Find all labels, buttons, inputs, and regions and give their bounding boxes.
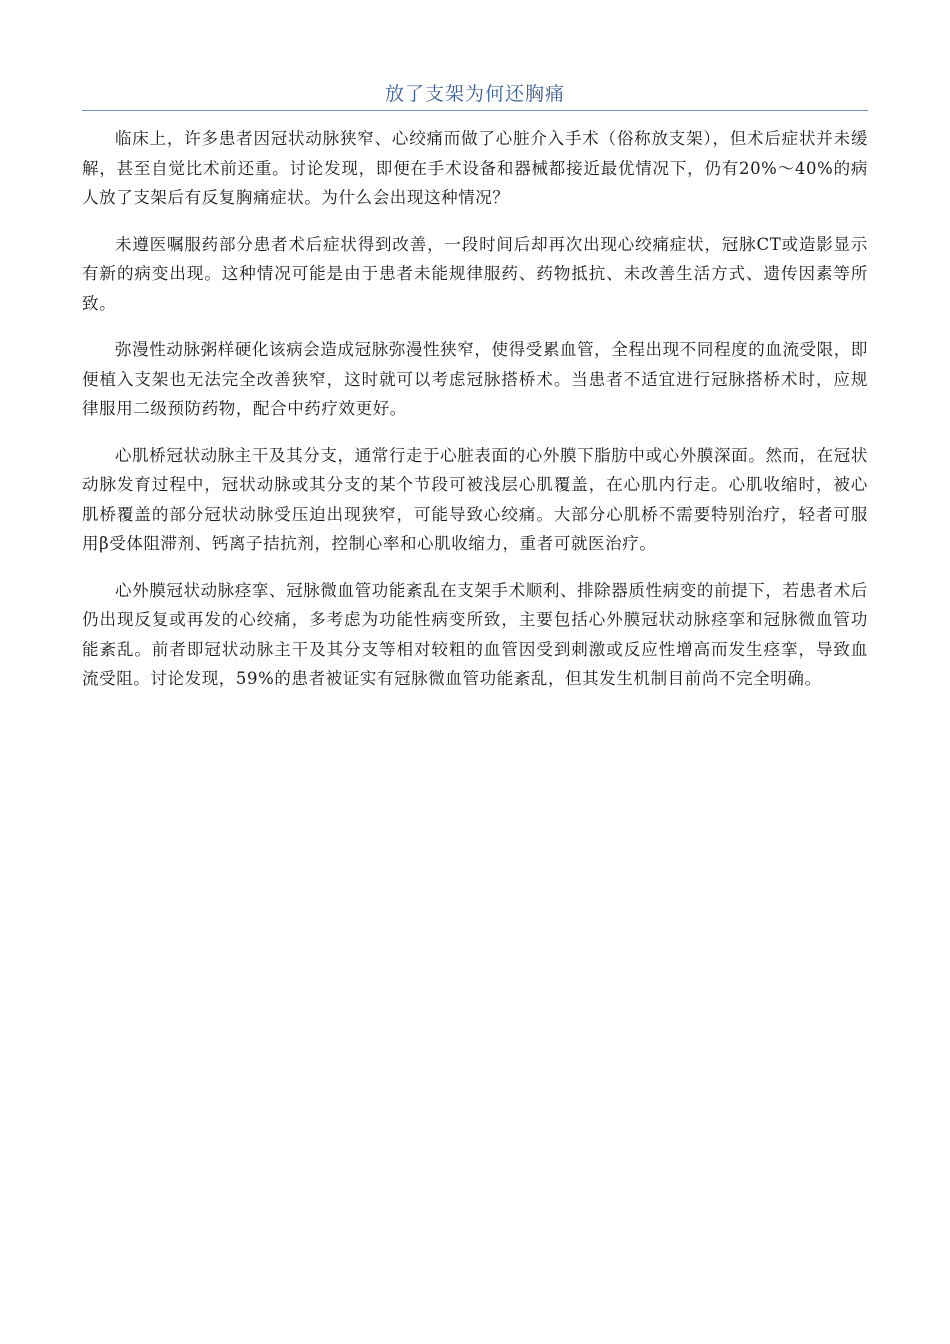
paragraph: 临床上，许多患者因冠状动脉狭窄、心绞痛而做了心脏介入手术（俗称放支架），但术后症状并未缓解，甚至自觉比术前还重。讨论发现，即便在手术设备和器械都接近最优情况下，仍有20%～40%的病人放了支架后有反复胸痛症状。为什么会出现这种情况？ (82, 129, 868, 207)
paragraph: 未遵医嘱服药部分患者术后症状得到改善，一段时间后却再次出现心绞痛症状，冠脉CT或造影显示有新的病变出现。这种情况可能是由于患者未能规律服药、药物抵抗、未改善生活方式、遗传因素等所致。 (82, 234, 868, 313)
paragraph: 心肌桥冠状动脉主干及其分支，通常行走于心脏表面的心外膜下脂肪中或心外膜深面。然而，在冠状动脉发育过程中，冠状动脉或其分支的某个节段可被浅层心肌覆盖，在心肌内行走。心肌收缩时，被心肌桥覆盖的部分冠状动脉受压迫出现狭窄，可能导致心绞痛。大部分心肌桥不需要特别治疗，轻者可服用β受体阻滞剂、钙离子拮抗剂，控制心率和心肌收缩力，重者可就医治疗。 (82, 445, 868, 553)
paragraph: 心外膜冠状动脉痉挛、冠脉微血管功能紊乱在支架手术顺利、排除器质性病变的前提下，若患者术后仍出现反复或再发的心绞痛，多考虑为功能性病变所致，主要包括心外膜冠状动脉痉挛和冠脉微血管功能紊乱。前者即冠状动脉主干及其分支等相对较粗的血管因受到刺激或反应性增高而发生痉挛，导致血流受阻。讨论发现，59%的患者被证实有冠脉微血管功能紊乱，但其发生机制目前尚不完全明确。 (82, 580, 868, 688)
document-title: 放了支架为何还胸痛 (384, 83, 565, 105)
paragraph: 弥漫性动脉粥样硬化该病会造成冠脉弥漫性狭窄，使得受累血管，全程出现不同程度的血流受限，即便植入支架也无法完全改善狭窄，这时就可以考虑冠脉搭桥术。当患者不适宜进行冠脉搭桥术时，应规律服用二级预防药物，配合中药疗效更好。 (82, 340, 868, 418)
document-header (82, 78, 868, 111)
document-body (82, 124, 868, 711)
